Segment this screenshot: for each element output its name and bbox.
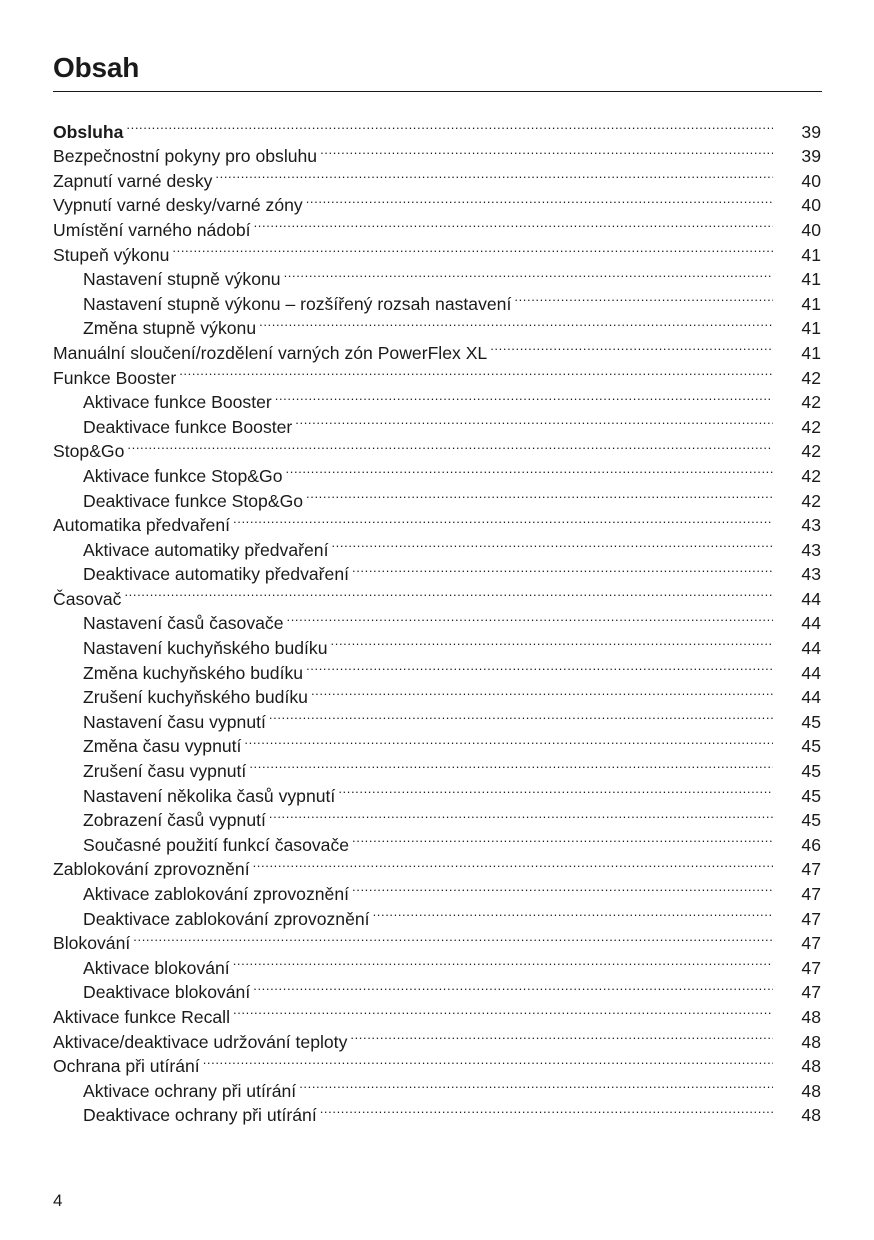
dot-leader <box>124 580 773 605</box>
toc-entry[interactable] <box>53 925 821 954</box>
title-divider <box>53 91 822 92</box>
toc-entry-page: 39 <box>801 121 821 142</box>
toc-entry-page: 44 <box>801 613 821 634</box>
toc-entry-page: 47 <box>801 933 821 954</box>
toc-entry-label: Nastavení kuchyňského budíku <box>83 638 328 659</box>
page-number: 4 <box>53 1191 63 1210</box>
toc-entry-page: 41 <box>801 293 821 314</box>
page-title: Obsah <box>53 52 140 83</box>
dot-leader <box>233 998 773 1023</box>
dot-leader <box>286 605 773 630</box>
dot-leader <box>331 629 773 654</box>
toc-entry-page: 41 <box>801 318 821 339</box>
toc-entry-page: 48 <box>801 1031 821 1052</box>
toc-entry-page: 48 <box>801 1105 821 1126</box>
dot-leader <box>244 728 773 753</box>
toc-entry-label: Stupeň výkonu <box>53 244 170 265</box>
toc-entry-label: Aktivace zablokování zprovoznění <box>83 884 350 904</box>
toc-entry-label: Současné použití funkcí časovače <box>83 834 350 855</box>
toc-entry-page: 48 <box>801 1006 821 1027</box>
toc-entry-page: 43 <box>801 539 821 560</box>
toc-entry-label: Zapnutí varné desky <box>53 170 213 191</box>
toc-entry-page: 45 <box>801 810 821 831</box>
toc-entry-label: Zrušení kuchyňského budíku <box>83 687 308 708</box>
toc-entry-page: 42 <box>801 441 821 462</box>
toc-entry-label: Nastavení stupně výkonu – rozšířený rozsah nastavení <box>83 293 512 314</box>
toc-entry-label: Nastavení času vypnutí <box>83 711 266 732</box>
toc-entry-page: 45 <box>801 785 821 806</box>
dot-leader <box>126 113 773 138</box>
dot-leader <box>253 851 773 876</box>
toc-entry-label: Deaktivace funkce Booster <box>83 416 293 437</box>
toc-entry-label: Zrušení času vypnutí <box>83 761 247 782</box>
toc-entry[interactable] <box>53 457 821 486</box>
toc-entry-page: 39 <box>801 146 821 167</box>
dot-leader <box>172 236 773 261</box>
toc-entry-label: Deaktivace automatiky předvaření <box>83 564 349 585</box>
toc-entry-label: Manuální sloučení/rozdělení varných zón PowerFlex XL <box>53 342 488 363</box>
toc-entry[interactable] <box>53 138 821 167</box>
dot-leader <box>299 1072 773 1097</box>
toc-entry-page: 41 <box>801 244 821 265</box>
toc-entry-label: Funkce Booster <box>53 367 177 388</box>
dot-leader <box>275 384 773 409</box>
dot-leader <box>295 408 773 433</box>
dot-leader <box>233 507 773 532</box>
toc-entry-label: Deaktivace blokování <box>83 982 251 1003</box>
dot-leader <box>284 261 773 286</box>
toc-entry-page: 47 <box>801 908 821 929</box>
toc-entry-label: Aktivace funkce Stop&Go <box>83 465 283 486</box>
toc-entry-page: 40 <box>801 195 821 216</box>
toc-entry-page: 44 <box>801 687 821 708</box>
toc-entry-label: Nastavení několika časů vypnutí <box>83 785 336 806</box>
toc-entry-page: 45 <box>801 761 821 782</box>
toc-entry-page: 47 <box>801 957 821 978</box>
toc-entry-label: Změna stupně výkonu <box>83 318 257 339</box>
toc-entry[interactable] <box>53 433 821 462</box>
dot-leader <box>133 925 773 950</box>
toc-entry-label: Aktivace ochrany při utírání <box>83 1080 297 1101</box>
toc-entry-label: Zablokování zprovoznění <box>53 859 250 880</box>
toc-entry-page: 42 <box>801 367 821 388</box>
toc-entry-label: Aktivace funkce Booster <box>83 392 272 413</box>
toc-entry-label: Vypnutí varné desky/varné zóny <box>53 195 303 216</box>
toc-entry-label: Změna kuchyňského budíku <box>83 662 304 683</box>
toc-entry-label: Deaktivace funkce Stop&Go <box>83 490 304 511</box>
dot-leader <box>233 949 773 974</box>
dot-leader <box>259 310 773 335</box>
toc-entry-page: 41 <box>801 342 821 363</box>
toc-entry-label: Aktivace blokování <box>83 957 230 978</box>
toc-entry-label: Blokování <box>53 933 131 954</box>
dot-leader <box>269 703 773 728</box>
toc-entry-label: Aktivace/deaktivace udržování teploty <box>53 1031 348 1052</box>
dot-leader <box>373 900 773 925</box>
dot-leader <box>352 826 773 851</box>
toc-entry-page: 44 <box>801 638 821 659</box>
dot-leader <box>320 1097 773 1122</box>
dot-leader <box>338 777 773 802</box>
toc-entry-label: Bezpečnostní pokyny pro obsluhu <box>53 146 318 167</box>
toc-entry-label: Deaktivace ochrany při utírání <box>83 1105 317 1126</box>
toc-entry-label: Časovač <box>53 588 122 609</box>
toc-entry-page: 46 <box>801 834 821 855</box>
toc-entry-page: 42 <box>801 416 821 437</box>
toc-entry-label: Obsluha <box>53 121 124 142</box>
dot-leader <box>203 1048 773 1073</box>
toc-entry-page: 48 <box>801 1080 821 1101</box>
dot-leader <box>215 162 773 187</box>
toc-entry-label: Umístění varného nádobí <box>53 219 251 240</box>
toc-entry-label: Nastavení časů časovače <box>83 613 284 634</box>
toc-entry-page: 40 <box>801 170 821 191</box>
table-of-contents <box>53 113 821 1126</box>
toc-entry-label: Automatika předvaření <box>53 515 231 536</box>
toc-entry-page: 42 <box>801 490 821 511</box>
toc-entry[interactable] <box>53 580 821 609</box>
dot-leader <box>320 138 773 163</box>
dot-leader <box>311 679 773 704</box>
toc-entry-page: 43 <box>801 515 821 536</box>
toc-entry-page: 43 <box>801 564 821 585</box>
toc-entry-page: 44 <box>801 588 821 609</box>
toc-entry-label: Stop&Go <box>53 441 125 462</box>
dot-leader <box>514 285 773 310</box>
dot-leader <box>306 654 773 679</box>
toc-entry-label: Nastavení stupně výkonu <box>83 269 281 290</box>
dot-leader <box>253 974 773 999</box>
dot-leader <box>249 752 773 777</box>
toc-entry-label: Deaktivace zablokování zprovoznění <box>83 908 370 929</box>
toc-entry-page: 41 <box>801 269 821 290</box>
toc-entry-page: 45 <box>801 736 821 757</box>
toc-entry-page: 47 <box>801 982 821 1003</box>
toc-entry[interactable] <box>53 605 821 634</box>
toc-entry-page: 44 <box>801 662 821 683</box>
toc-entry-page: 42 <box>801 465 821 486</box>
dot-leader <box>269 802 773 827</box>
toc-entry-label: Ochrana při utírání <box>53 1056 200 1077</box>
dot-leader <box>254 211 773 236</box>
toc-entry[interactable] <box>53 949 821 978</box>
toc-entry-page: 47 <box>801 884 821 904</box>
dot-leader <box>286 457 773 482</box>
toc-entry-label: Aktivace funkce Recall <box>53 1006 230 1027</box>
toc-entry-page: 48 <box>801 1056 821 1077</box>
dot-leader <box>306 187 773 212</box>
dot-leader <box>352 556 773 581</box>
toc-entry-label: Aktivace automatiky předvaření <box>83 539 329 560</box>
dot-leader <box>352 875 773 900</box>
toc-entry-page: 40 <box>801 219 821 240</box>
dot-leader <box>350 1023 773 1048</box>
dot-leader <box>331 531 773 556</box>
dot-leader <box>127 433 773 458</box>
dot-leader <box>306 482 773 507</box>
toc-entry-page: 47 <box>801 859 821 880</box>
toc-entry-page: 42 <box>801 392 821 413</box>
toc-entry-label: Změna času vypnutí <box>83 736 242 757</box>
dot-leader <box>179 359 773 384</box>
toc-entry-page: 45 <box>801 711 821 732</box>
toc-entry-label: Zobrazení časů vypnutí <box>83 810 266 831</box>
toc-entry[interactable] <box>53 113 821 142</box>
dot-leader <box>490 334 773 359</box>
